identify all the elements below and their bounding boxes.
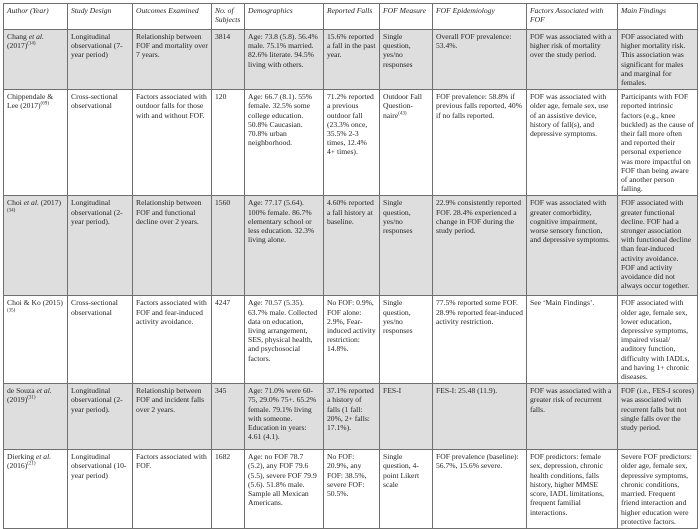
cell-demographics: Age: no FOF 78.7 (5.2), any FOF 79.6 (5.5), severe FOF 79.9 (5.6). 51.8% male. Sample all Mexican Americans. [245, 450, 324, 529]
study-year: (2017) [7, 41, 28, 51]
cell-author-year [4, 196, 68, 296]
cell-demographics: Age: 70.57 (5.35). 63.7% male. Collected data on education, living arrangement, SES, physical health, and psychosocial factors. [245, 296, 324, 384]
cell-factors-associated: See ‘Main Findings’. [527, 296, 618, 384]
cell-main-findings: FOF associated with greater functional decline. FOF had a stronger association with functional decline than fear-induced activity avoidance. FOF and activity avoidance did not always occur together. [618, 196, 698, 296]
fof-measure-text: Single question, yes/no responses [383, 298, 413, 336]
study-year: (2019) [7, 395, 28, 405]
cell-study-design: Longitudinal observational (7-year period) [68, 30, 133, 90]
cell-main-findings: Participants with FOF reported intrinsic factors (e.g., knee buckled) as the cause of their fall more often and reported their personal experience was more impactful on FOF than being aware of another person falling. [618, 90, 698, 196]
study-year: (2017) [40, 198, 62, 208]
header-demographics: Demographics [245, 4, 324, 30]
cell-demographics: Age: 73.8 (5.8). 56.4% male. 75.1% married. 82.6% literate. 94.5% living with others. [245, 30, 324, 90]
header-no-of-subjects: No. of Subjects [212, 4, 245, 30]
cell-outcomes-examined: Factors associated with FOF. [133, 450, 212, 529]
author-etal: et al. [34, 452, 52, 462]
cell-study-design: Longitudinal observational (2-year period). [68, 384, 133, 450]
header-fof-measure: FOF Measure [380, 4, 433, 30]
cell-no-of-subjects: 345 [212, 384, 245, 450]
cell-main-findings: FOF associated with older age, female sex, lower education, depressive symptoms, impaired visual/ auditory function, difficulty with IADLs, and having 1+ chronic diseases. [618, 296, 698, 384]
header-outcomes-examined: Outcomes Examined [133, 4, 212, 30]
author-name: de Souza [7, 386, 35, 396]
fof-measure-text: Single question, yes/no responses [383, 198, 413, 236]
cell-fof-measure [380, 30, 433, 90]
cell-fof-epidemiology: FOF prevalence (baseline): 56.7%, 15.6% severe. [433, 450, 527, 529]
table-row [4, 196, 698, 296]
header-study-design: Study Design [68, 4, 133, 30]
reference-number: (14) [27, 41, 36, 47]
author-name: Chang [7, 32, 27, 41]
study-year: (2015) [42, 298, 63, 308]
cell-no-of-subjects: 3814 [212, 30, 245, 90]
cell-fof-epidemiology: FOF prevalence: 58.8% if previous falls reported, 40% if no falls reported. [433, 90, 527, 196]
cell-fof-measure [380, 196, 433, 296]
cell-study-design: Longitudinal observational (2-year period). [68, 196, 133, 296]
header-fof-epidemiology: FOF Epidemiology [433, 4, 527, 30]
cell-main-findings: FOF associated with higher mortality risk. This association was significant for males and marginal for females. [618, 30, 698, 90]
cell-factors-associated: FOF was associated with greater comorbidity, cognitive impairment, worse sensory function, and depressive symptoms. [527, 196, 618, 296]
header-factors-associated: Factors Associated with FOF [527, 4, 618, 30]
header-reported-falls: Reported Falls [324, 4, 380, 30]
cell-factors-associated: FOF was associated with older age, female sex, use of an assistive device, history of fall(s), and depressive symptoms. [527, 90, 618, 196]
cell-fof-measure [380, 90, 433, 196]
cell-outcomes-examined: Relationship between FOF and incident falls over 2 years. [133, 384, 212, 450]
fof-measure-text: Single question, 4-point Likert scale [383, 452, 420, 489]
cell-reported-falls: No FOF: 20.9%, any FOF: 38.5%, severe FOF: 50.5%. [324, 450, 380, 529]
cell-fof-epidemiology: 77.5% reported some FOF. 28.9% reported fear-induced activity restriction. [433, 296, 527, 384]
fof-measure-text: Single question, yes/no responses [383, 32, 413, 69]
reference-number: (34) [7, 208, 16, 214]
cell-no-of-subjects: 1682 [212, 450, 245, 529]
author-name: Choi & Ko [7, 298, 41, 308]
reference-number: (31) [27, 395, 36, 401]
cell-outcomes-examined: Factors associated with FOF and fear-induced activity avoidance. [133, 296, 212, 384]
cell-outcomes-examined: Factors associated with outdoor falls for those with and without FOF. [133, 90, 212, 196]
cell-author-year [4, 450, 68, 529]
cell-reported-falls: 4.60% reported a fall history at baseline. [324, 196, 380, 296]
cell-study-design: Cross-sectional observational [68, 90, 133, 196]
table-row [4, 384, 698, 450]
cell-outcomes-examined: Relationship between FOF and functional decline over 2 years. [133, 196, 212, 296]
cell-reported-falls: No FOF: 0.9%, FOF alone: 2.9%, Fear-induced activity restriction: 14.8%. [324, 296, 380, 384]
author-etal: et al. [21, 198, 39, 208]
table-row [4, 90, 698, 196]
header-author-year: Author (Year) [4, 4, 68, 30]
cell-fof-epidemiology: Overall FOF prevalence: 53.4%. [433, 30, 527, 90]
measure-reference: (43) [398, 111, 407, 117]
header-main-findings: Main Findings [618, 4, 698, 30]
cell-fof-measure [380, 296, 433, 384]
author-name: Chippendale & Lee [7, 92, 54, 111]
cell-fof-measure [380, 450, 433, 529]
cell-no-of-subjects: 120 [212, 90, 245, 196]
reference-number: (69) [40, 101, 49, 107]
cell-main-findings: FOF (i.e., FES-I scores) was associated with recurrent falls but not single falls over the study period. [618, 384, 698, 450]
literature-review-table [3, 3, 698, 529]
table-row [4, 30, 698, 90]
author-etal: et al. [26, 32, 44, 41]
cell-reported-falls: 37.1% reported a history of falls (1 fall: 20%, 2+ falls: 17.1%). [324, 384, 380, 450]
author-name: Dierking [7, 452, 34, 462]
cell-fof-epidemiology: 22.9% consistently reported FOF. 28.4% experienced a change in FOF during the study period. [433, 196, 527, 296]
study-year: (2016) [7, 461, 28, 471]
header-row [4, 4, 698, 30]
cell-reported-falls: 71.2% reported a previous outdoor fall (23.3% once, 35.5% 2-3 times, 12.4% 4+ times). [324, 90, 380, 196]
fof-measure-text: FES-I [383, 386, 402, 396]
cell-author-year [4, 90, 68, 196]
cell-fof-measure [380, 384, 433, 450]
cell-no-of-subjects: 4247 [212, 296, 245, 384]
cell-study-design: Cross-sectional observational [68, 296, 133, 384]
author-name: Choi [7, 198, 22, 208]
cell-author-year [4, 384, 68, 450]
study-year: (2017) [20, 101, 41, 111]
cell-main-findings: Severe FOF predictors: older age, female sex, depressive symptoms, chronic conditions, married. Frequent friend interaction and higher education were protective factors. [618, 450, 698, 529]
reference-number: (21) [27, 461, 36, 467]
cell-author-year [4, 30, 68, 90]
cell-factors-associated: FOF predictors: female sex, depression, chronic health conditions, falls history, higher MMSE score, IADL limitations, frequent familial interactions. [527, 450, 618, 529]
author-etal: et al. [34, 386, 52, 396]
cell-demographics: Age: 66.7 (8.1). 55% female. 32.5% some college education. 50.8% Caucasian. 70.8% urban neighborhood. [245, 90, 324, 196]
cell-author-year [4, 296, 68, 384]
cell-study-design: Longitudinal observational (10-year period) [68, 450, 133, 529]
cell-reported-falls: 15.6% reported a fall in the past year. [324, 30, 380, 90]
cell-factors-associated: FOF was associated with a higher risk of mortality over the study period. [527, 30, 618, 90]
reference-number: (35) [7, 308, 16, 314]
fof-measure-text: Outdoor Fall Question-naire [383, 92, 423, 120]
cell-factors-associated: FOF was associated with a greater risk of recurrent falls. [527, 384, 618, 450]
cell-no-of-subjects: 1560 [212, 196, 245, 296]
table-row [4, 296, 698, 384]
cell-demographics: Age: 71.0% were 60-75, 29.0% 75+. 65.2% female. 79.1% living with someone. Education in years: 4.61 (4.1). [245, 384, 324, 450]
cell-demographics: Age: 77.17 (5.64). 100% female. 86.7% elementary school or less education. 32.3% living alone. [245, 196, 324, 296]
cell-fof-epidemiology: FES-I: 25.48 (11.9). [433, 384, 527, 450]
table-row [4, 450, 698, 529]
cell-outcomes-examined: Relationship between FOF and mortality over 7 years. [133, 30, 212, 90]
